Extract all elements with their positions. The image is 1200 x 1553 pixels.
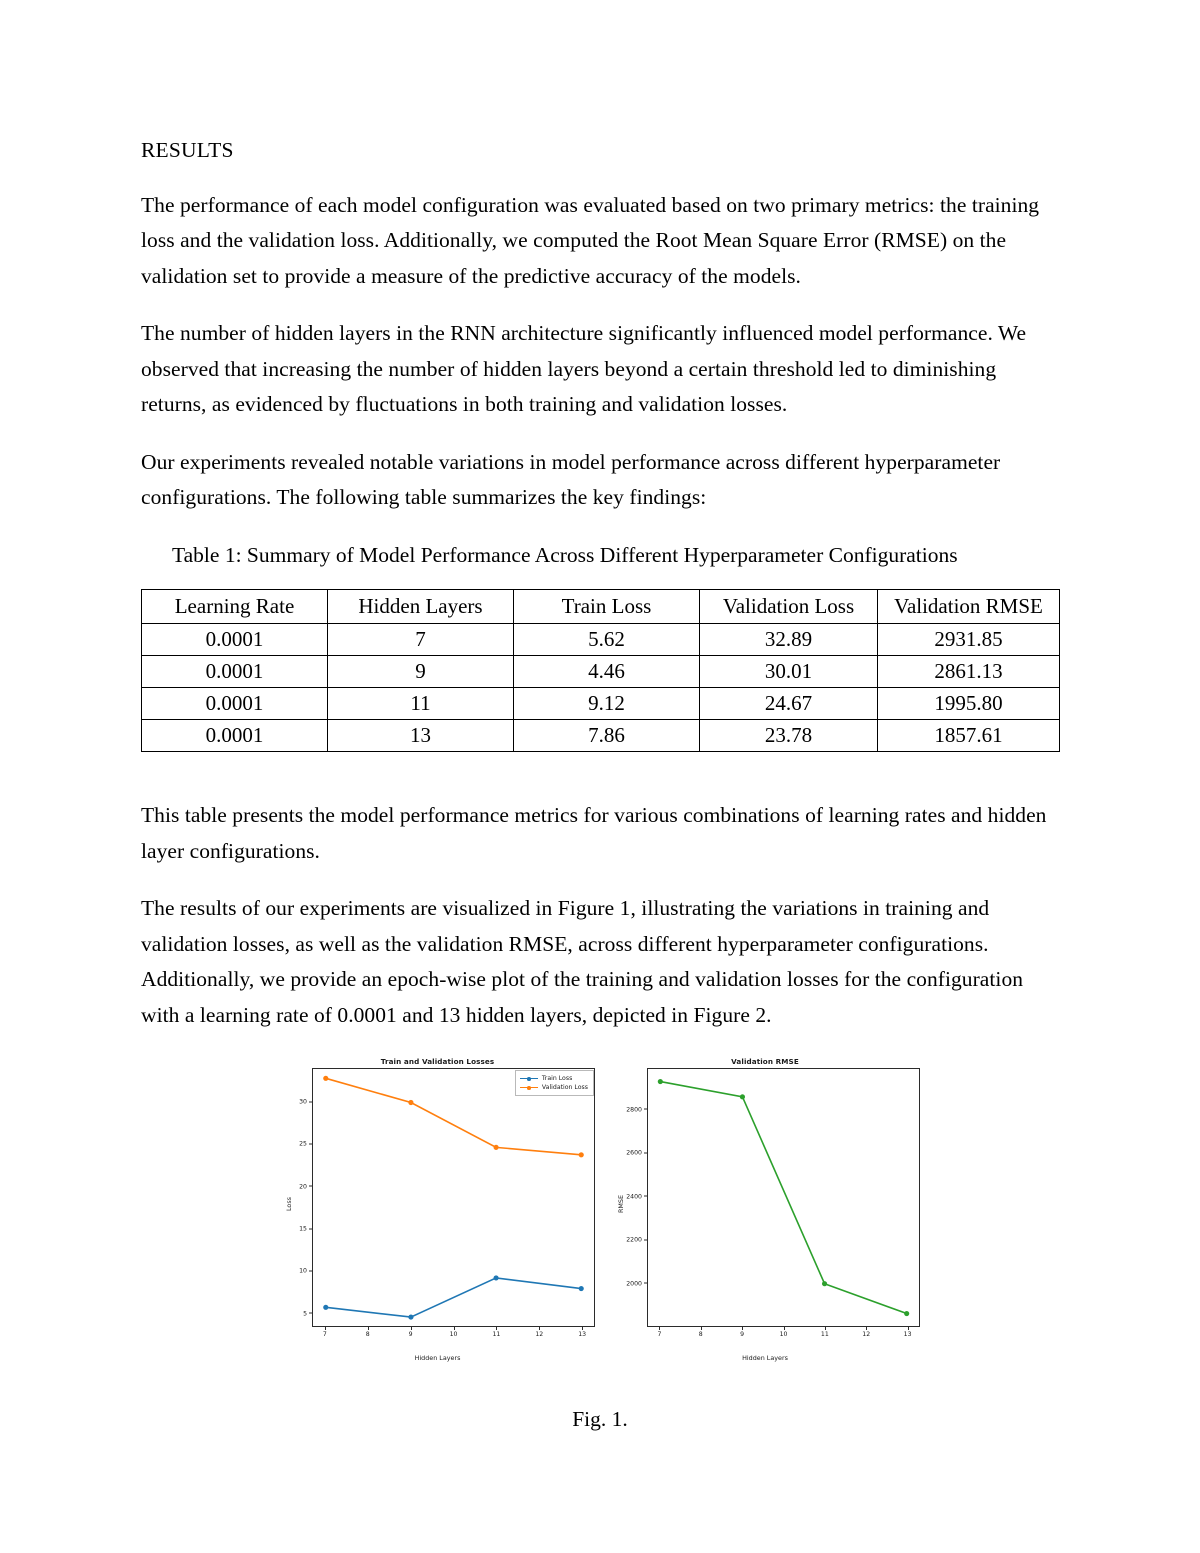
y-tick-label: 25 [275,1141,312,1148]
table-cell: 9.12 [514,687,700,719]
plot-area [312,1068,595,1327]
chart-legend [515,1070,594,1096]
x-tick-mark [539,1327,540,1330]
page-title: RESULTS [141,138,234,162]
table-cell: 13 [328,720,514,752]
y-tick-label: 2800 [605,1106,647,1113]
legend-swatch-train-loss [520,1075,538,1083]
y-axis-label: RMSE [617,1195,625,1214]
y-tick-label: 2400 [605,1193,647,1200]
y-tick-label: 2000 [605,1280,647,1287]
table-cell: 1995.80 [878,687,1060,719]
table-header-cell: Validation Loss [700,589,878,623]
x-tick-label: 7 [657,1331,662,1339]
legend-swatch-validation-loss [520,1084,538,1092]
table-cell: 0.0001 [142,687,328,719]
document-content [141,140,1059,1432]
table-header-cell: Validation RMSE [878,589,1060,623]
x-tick-label: 12 [535,1331,544,1339]
chart-train-validation-losses [275,1055,600,1365]
x-tick-mark [784,1327,785,1330]
x-tick-mark [496,1327,497,1330]
table-row [142,687,1060,719]
table-row [142,623,1060,655]
legend-label: Validation Loss [541,1084,588,1092]
table-cell: 4.46 [514,655,700,687]
table-cell: 11 [328,687,514,719]
table-cell: 7.86 [514,720,700,752]
y-tick-label: 5 [275,1310,312,1317]
y-tick-label: 15 [275,1226,312,1233]
x-tick-label: 8 [698,1331,703,1339]
chart-title: Train and Validation Losses [380,1057,495,1067]
paragraph-4: This table presents the model performance metrics for various combinations of learning rates and hidden layer configurations. [141,803,1047,863]
y-tick-label: 30 [275,1099,312,1106]
table-cell: 2931.85 [878,623,1060,655]
table-header-cell: Train Loss [514,589,700,623]
x-tick-label: 13 [578,1331,587,1339]
x-tick-label: 7 [322,1331,327,1339]
spacer [141,752,1059,798]
table-row [142,655,1060,687]
y-tick-label: 2600 [605,1150,647,1157]
x-tick-mark [368,1327,369,1330]
y-tick-label: 10 [275,1268,312,1275]
table-cell: 24.67 [700,687,878,719]
x-tick-mark [742,1327,743,1330]
table-cell: 0.0001 [142,655,328,687]
x-tick-mark [454,1327,455,1330]
legend-label: Train Loss [541,1075,573,1083]
x-tick-label: 11 [492,1331,501,1339]
figure-caption: Fig. 1. [572,1407,628,1432]
table-cell: 1857.61 [878,720,1060,752]
table-header-row [142,589,1060,623]
x-tick-mark [866,1327,867,1330]
x-tick-label: 12 [862,1331,871,1339]
figure-1 [141,1055,1059,1365]
performance-table [141,589,1060,753]
x-tick-label: 11 [820,1331,829,1339]
table-row [142,720,1060,752]
table-caption: Table 1: Summary of Model Performance Across Different Hyperparameter Configurations [172,542,958,567]
legend-item [520,1083,588,1092]
x-tick-mark [411,1327,412,1330]
x-tick-mark [325,1327,326,1330]
y-tick-label: 20 [275,1183,312,1190]
paragraph-3: Our experiments revealed notable variations in model performance across different hyperparameter configurations. The following table summarizes the key findings: [141,449,1001,509]
chart-validation-rmse [605,1055,925,1365]
line-chart-svg [648,1069,919,1326]
legend-item [520,1074,588,1083]
table-cell: 0.0001 [142,623,328,655]
table-cell: 32.89 [700,623,878,655]
x-tick-label: 10 [779,1331,788,1339]
x-tick-label: 9 [408,1331,413,1339]
x-tick-mark [825,1327,826,1330]
table-cell: 7 [328,623,514,655]
table-cell: 9 [328,655,514,687]
x-tick-mark [582,1327,583,1330]
table-cell: 23.78 [700,720,878,752]
x-tick-label: 10 [449,1331,458,1339]
paragraph-5: The results of our experiments are visualized in Figure 1, illustrating the variations in training and validation losses, as well as the validation RMSE, across different hyperparameter configurations. Additionally, we provide an epoch-wise plot of the training and validation losses for the configuration with a learning rate of 0.0001 and 13 hidden layers, depicted in Figure 2. [141,896,1024,1027]
plot-area [647,1068,920,1327]
table-header-cell: Hidden Layers [328,589,514,623]
table-cell: 5.62 [514,623,700,655]
line-chart-svg [313,1069,594,1326]
x-axis-label: Hidden Layers [414,1354,461,1363]
table-header-cell: Learning Rate [142,589,328,623]
paragraph-2: The number of hidden layers in the RNN architecture significantly influenced model performance. We observed that increasing the number of hidden layers beyond a certain threshold led to diminishing returns, as evidenced by fluctuations in both training and validation losses. [141,321,1027,416]
table-cell: 30.01 [700,655,878,687]
table-cell: 0.0001 [142,720,328,752]
table-cell: 2861.13 [878,655,1060,687]
y-tick-label: 2200 [605,1237,647,1244]
x-tick-mark [701,1327,702,1330]
figure-canvas [275,1055,925,1365]
y-axis-label: Loss [285,1197,293,1212]
x-axis-label: Hidden Layers [742,1354,788,1363]
x-tick-mark [659,1327,660,1330]
x-tick-mark [908,1327,909,1330]
chart-title: Validation RMSE [731,1057,799,1067]
x-tick-label: 13 [903,1331,912,1339]
paragraph-1: The performance of each model configuration was evaluated based on two primary metrics: the training loss and the validation loss. Additionally, we computed the Root Mean Square Error (RMSE) on the validation set to provide a measure of the predictive accuracy of the models. [141,192,1040,288]
x-tick-label: 9 [740,1331,745,1339]
x-tick-label: 8 [365,1331,370,1339]
